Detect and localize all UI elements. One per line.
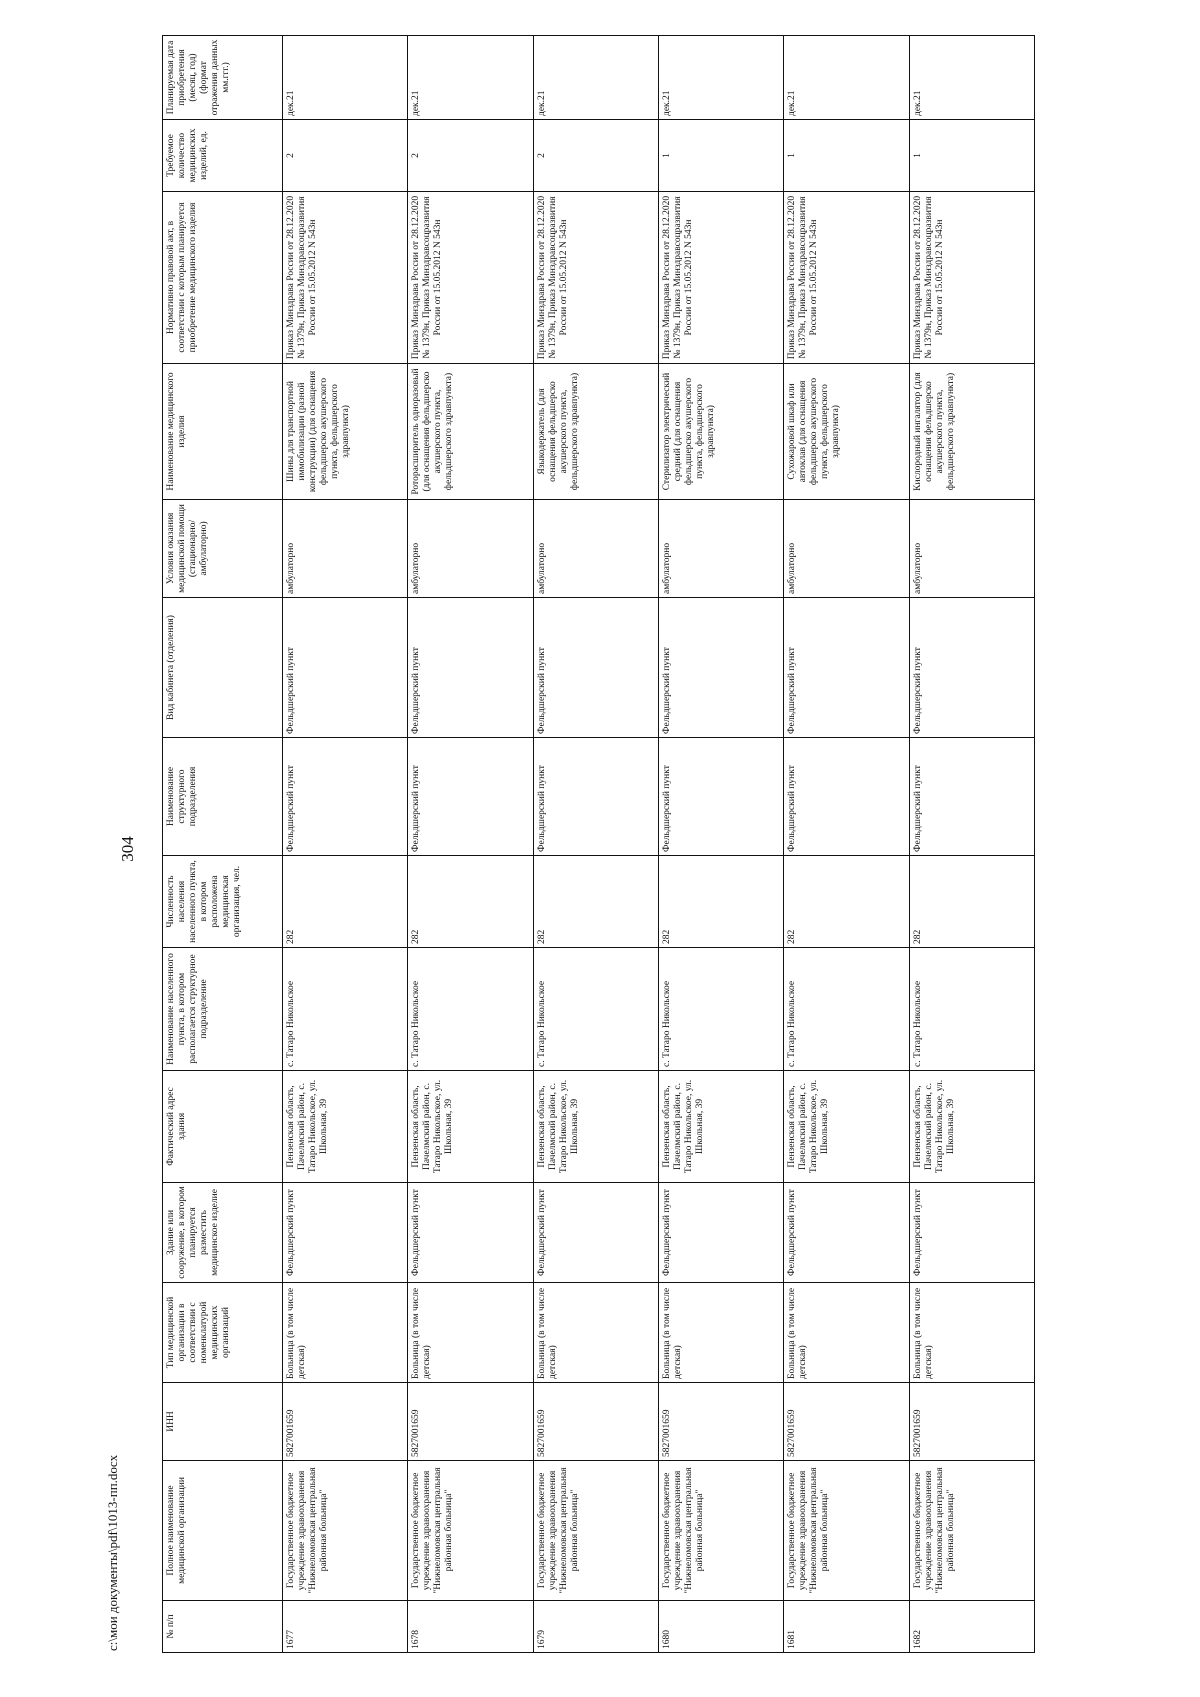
cell-cabinet: Фельдшерский пункт — [909, 598, 1034, 738]
cell-qty: 2 — [408, 120, 533, 192]
cell-address: Пензенская область, Пачелмский район, с. Татаро Никольское, ул. Школьная, 39 — [909, 1071, 1034, 1183]
cell-inn: 5827001659 — [909, 1383, 1034, 1461]
rotated-table-container — [162, 36, 1035, 1653]
cell-device: Языкодержатель (для оснащения фельдшерско акушерского пункта, фельдшерского здравпункта) — [533, 364, 658, 500]
cell-address: Пензенская область, Пачелмский район, с. Татаро Никольское, ул. Школьная, 39 — [658, 1071, 783, 1183]
cell-cabinet: Фельдшерский пункт — [283, 598, 408, 738]
cell-device: Кислородный ингалятор (для оснащения фельдшерско акушерского пункта, фельдшерского здравпункта) — [909, 364, 1034, 500]
cell-conditions: амбулаторно — [909, 500, 1034, 598]
cell-inn: 5827001659 — [283, 1383, 408, 1461]
header-num: № п/п — [163, 1601, 283, 1653]
cell-conditions: амбулаторно — [784, 500, 909, 598]
cell-org: Государственное бюджетное учреждение здравоохранения "Нижнеломовская центральная районная больница" — [784, 1461, 909, 1601]
cell-building: Фельдшерский пункт — [658, 1183, 783, 1283]
cell-population: 282 — [283, 856, 408, 948]
cell-conditions: амбулаторно — [408, 500, 533, 598]
header-conditions: Условия оказания медицинской помощи (стационарно/амбулаторно) — [163, 500, 283, 598]
cell-num: 1678 — [408, 1601, 533, 1653]
cell-act: Приказ Минздрава России от 28.12.2020 № 1379н, Приказ Минздравсоцразвития России от 15.05.2012 N 543н — [909, 192, 1034, 364]
cell-subdivision: Фельдшерский пункт — [909, 738, 1034, 856]
header-address: Фактический адрес здания — [163, 1071, 283, 1183]
cell-device: Шины для транспортной иммобилизации (разной конструкции) (для оснащения фельдшерско акушерского пункта, фельдшерского здравпункта) — [283, 364, 408, 500]
cell-qty: 1 — [658, 120, 783, 192]
cell-date: дек.21 — [283, 36, 408, 120]
cell-population: 282 — [784, 856, 909, 948]
cell-num: 1677 — [283, 1601, 408, 1653]
cell-act: Приказ Минздрава России от 28.12.2020 № 1379н, Приказ Минздравсоцразвития России от 15.05.2012 N 543н — [283, 192, 408, 364]
cell-settlement: с. Татаро Никольское — [784, 948, 909, 1071]
cell-num: 1682 — [909, 1601, 1034, 1653]
cell-num: 1680 — [658, 1601, 783, 1653]
page-number: 304 — [118, 836, 137, 862]
cell-cabinet: Фельдшерский пункт — [408, 598, 533, 738]
cell-settlement: с. Татаро Никольское — [909, 948, 1034, 1071]
cell-settlement: с. Татаро Никольское — [658, 948, 783, 1071]
cell-act: Приказ Минздрава России от 28.12.2020 № 1379н, Приказ Минздравсоцразвития России от 15.05.2012 N 543н — [784, 192, 909, 364]
cell-date: дек.21 — [408, 36, 533, 120]
header-device: Наименование медицинского изделия — [163, 364, 283, 500]
cell-population: 282 — [533, 856, 658, 948]
cell-act: Приказ Минздрава России от 28.12.2020 № 1379н, Приказ Минздравсоцразвития России от 15.05.2012 N 543н — [408, 192, 533, 364]
equipment-table — [162, 35, 1035, 1653]
cell-address: Пензенская область, Пачелмский район, с. Татаро Никольское, ул. Школьная, 39 — [408, 1071, 533, 1183]
cell-date: дек.21 — [533, 36, 658, 120]
table-row — [784, 36, 909, 1653]
table-row — [408, 36, 533, 1653]
cell-subdivision: Фельдшерский пункт — [283, 738, 408, 856]
header-act: Нормативно правовой акт, в соответствии с которым планируется приобретение медицинского изделия — [163, 192, 283, 364]
cell-type: Больница (в том числе детская) — [533, 1283, 658, 1383]
cell-population: 282 — [909, 856, 1034, 948]
cell-population: 282 — [408, 856, 533, 948]
cell-type: Больница (в том числе детская) — [283, 1283, 408, 1383]
header-inn: ИНН — [163, 1383, 283, 1461]
header-population: Численность населения населенного пункта, в котором расположена медицинская организация, чел. — [163, 856, 283, 948]
header-date: Планируемая дата приобретения (месяц, год) (формат отражения данных мм.ггг.) — [163, 36, 283, 120]
cell-org: Государственное бюджетное учреждение здравоохранения "Нижнеломовская центральная районная больница" — [658, 1461, 783, 1601]
cell-qty: 1 — [909, 120, 1034, 192]
cell-date: дек.21 — [658, 36, 783, 120]
cell-org: Государственное бюджетное учреждение здравоохранения "Нижнеломовская центральная районная больница" — [533, 1461, 658, 1601]
cell-building: Фельдшерский пункт — [909, 1183, 1034, 1283]
cell-type: Больница (в том числе детская) — [408, 1283, 533, 1383]
header-org: Полное наименование медицинской организации — [163, 1461, 283, 1601]
header-cabinet: Вид кабинета (отделения) — [163, 598, 283, 738]
cell-settlement: с. Татаро Никольское — [533, 948, 658, 1071]
cell-qty: 2 — [283, 120, 408, 192]
cell-cabinet: Фельдшерский пункт — [533, 598, 658, 738]
cell-subdivision: Фельдшерский пункт — [658, 738, 783, 856]
header-building: Здание или сооружение, в котором планируется разместить медицинское изделие — [163, 1183, 283, 1283]
table-row — [283, 36, 408, 1653]
cell-org: Государственное бюджетное учреждение здравоохранения "Нижнеломовская центральная районная больница" — [408, 1461, 533, 1601]
cell-type: Больница (в том числе детская) — [784, 1283, 909, 1383]
table-row — [658, 36, 783, 1653]
cell-num: 1679 — [533, 1601, 658, 1653]
cell-date: дек.21 — [784, 36, 909, 120]
cell-subdivision: Фельдшерский пункт — [408, 738, 533, 856]
cell-building: Фельдшерский пункт — [784, 1183, 909, 1283]
cell-act: Приказ Минздрава России от 28.12.2020 № 1379н, Приказ Минздравсоцразвития России от 15.05.2012 N 543н — [533, 192, 658, 364]
cell-org: Государственное бюджетное учреждение здравоохранения "Нижнеломовская центральная районная больница" — [909, 1461, 1034, 1601]
cell-settlement: с. Татаро Никольское — [283, 948, 408, 1071]
cell-inn: 5827001659 — [533, 1383, 658, 1461]
cell-date: дек.21 — [909, 36, 1034, 120]
cell-qty: 2 — [533, 120, 658, 192]
cell-type: Больница (в том числе детская) — [658, 1283, 783, 1383]
footer-file-path: c:\мои документы\pdf\1013-пп.docx — [105, 1454, 120, 1651]
cell-cabinet: Фельдшерский пункт — [658, 598, 783, 738]
cell-act: Приказ Минздрава России от 28.12.2020 № 1379н, Приказ Минздравсоцразвития России от 15.05.2012 N 543н — [658, 192, 783, 364]
cell-settlement: с. Татаро Никольское — [408, 948, 533, 1071]
cell-building: Фельдшерский пункт — [283, 1183, 408, 1283]
cell-num: 1681 — [784, 1601, 909, 1653]
table-row — [533, 36, 658, 1653]
cell-address: Пензенская область, Пачелмский район, с. Татаро Никольское, ул. Школьная, 39 — [533, 1071, 658, 1183]
cell-device: Сухожаровой шкаф или автоклав (для оснащения фельдшерско акушерского пункта, фельдшерского здравпункта) — [784, 364, 909, 500]
cell-inn: 5827001659 — [658, 1383, 783, 1461]
cell-address: Пензенская область, Пачелмский район, с. Татаро Никольское, ул. Школьная, 39 — [784, 1071, 909, 1183]
header-qty: Требуемое количество медицинских изделий, ед. — [163, 120, 283, 192]
cell-type: Больница (в том числе детская) — [909, 1283, 1034, 1383]
cell-inn: 5827001659 — [784, 1383, 909, 1461]
header-subdivision: Наименование структурного подразделения — [163, 738, 283, 856]
cell-subdivision: Фельдшерский пункт — [533, 738, 658, 856]
cell-subdivision: Фельдшерский пункт — [784, 738, 909, 856]
cell-conditions: амбулаторно — [283, 500, 408, 598]
cell-org: Государственное бюджетное учреждение здравоохранения "Нижнеломовская центральная районная больница" — [283, 1461, 408, 1601]
cell-address: Пензенская область, Пачелмский район, с. Татаро Никольское, ул. Школьная, 39 — [283, 1071, 408, 1183]
table-row — [909, 36, 1034, 1653]
cell-building: Фельдшерский пункт — [408, 1183, 533, 1283]
cell-device: Стерилизатор электрический средний (для оснащения фельдшерско акушерского пункта, фельдшерского здравпункта) — [658, 364, 783, 500]
cell-conditions: амбулаторно — [658, 500, 783, 598]
cell-inn: 5827001659 — [408, 1383, 533, 1461]
header-type: Тип медицинской организации в соответствии с номенклатурой медицинских организаций — [163, 1283, 283, 1383]
cell-cabinet: Фельдшерский пункт — [784, 598, 909, 738]
cell-building: Фельдшерский пункт — [533, 1183, 658, 1283]
header-settlement: Наименование населенного пункта, в котором располагается структурное подразделение — [163, 948, 283, 1071]
cell-device: Роторасширитель одноразовый (для оснащения фельдшерско акушерского пункта, фельдшерского здравпункта) — [408, 364, 533, 500]
cell-conditions: амбулаторно — [533, 500, 658, 598]
table-header-row — [163, 36, 283, 1653]
cell-population: 282 — [658, 856, 783, 948]
cell-qty: 1 — [784, 120, 909, 192]
